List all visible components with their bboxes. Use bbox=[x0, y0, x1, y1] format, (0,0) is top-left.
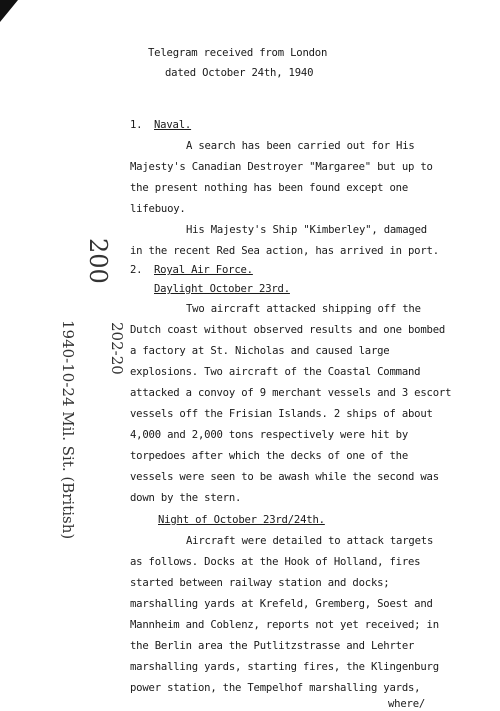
night-subheading: Night of October 23rd/24th. bbox=[158, 514, 325, 526]
daylight-line: Two aircraft attacked shipping off the bbox=[186, 303, 421, 315]
margin-handwritten-note: 1940-10-24 Mil. Sit. (British) bbox=[59, 320, 77, 540]
daylight-line: a factory at St. Nicholas and caused large bbox=[130, 345, 390, 357]
section1-line: the present nothing has been found except one bbox=[130, 182, 409, 194]
night-line: the Berlin area the Putlitzstrasse and Lehrter bbox=[130, 640, 415, 652]
page-corner-mark bbox=[0, 0, 18, 22]
telegram-header-line2: dated October 24th, 1940 bbox=[165, 67, 314, 79]
catchword: where/ bbox=[388, 698, 426, 710]
night-line: Aircraft were detailed to attack targets bbox=[186, 535, 434, 547]
night-line: marshalling yards at Krefeld, Gremberg, Soest and bbox=[130, 598, 433, 610]
section1-heading: Naval. bbox=[154, 119, 192, 131]
margin-handwritten-number: 200 bbox=[84, 238, 112, 284]
section1-number: 1. bbox=[130, 119, 143, 131]
daylight-line: down by the stern. bbox=[130, 492, 242, 504]
night-line: as follows. Docks at the Hook of Holland, fires bbox=[130, 556, 421, 568]
section1-line: in the recent Red Sea action, has arrived in port. bbox=[130, 245, 439, 257]
section2-number: 2. bbox=[130, 264, 143, 276]
section1-line: His Majesty's Ship "Kimberley", damaged bbox=[186, 224, 427, 236]
daylight-line: Dutch coast without observed results and one bombed bbox=[130, 324, 446, 336]
night-line: marshalling yards, starting fires, the Klingenburg bbox=[130, 661, 439, 673]
daylight-line: vessels off the Frisian Islands. 2 ships of about bbox=[130, 408, 433, 420]
daylight-line: 4,000 and 2,000 tons respectively were hit by bbox=[130, 429, 409, 441]
daylight-line: torpedoes after which the decks of one of the bbox=[130, 450, 409, 462]
night-line: power station, the Tempelhof marshalling yards, bbox=[130, 682, 421, 694]
daylight-line: explosions. Two aircraft of the Coastal Command bbox=[130, 366, 421, 378]
section1-line: lifebuoy. bbox=[130, 203, 186, 215]
night-line: Mannheim and Coblenz, reports not yet received; in bbox=[130, 619, 439, 631]
margin-handwritten-ref: 202-20 bbox=[108, 322, 126, 375]
night-line: started between railway station and docks; bbox=[130, 577, 390, 589]
section1-line: A search has been carried out for His bbox=[186, 140, 415, 152]
telegram-header-line1: Telegram received from London bbox=[148, 47, 328, 59]
daylight-subheading: Daylight October 23rd. bbox=[154, 283, 290, 295]
section1-line: Majesty's Canadian Destroyer "Margaree" but up to bbox=[130, 161, 433, 173]
daylight-line: attacked a convoy of 9 merchant vessels and 3 escort bbox=[130, 387, 452, 399]
daylight-line: vessels were seen to be awash while the second was bbox=[130, 471, 439, 483]
section2-heading: Royal Air Force. bbox=[154, 264, 253, 276]
